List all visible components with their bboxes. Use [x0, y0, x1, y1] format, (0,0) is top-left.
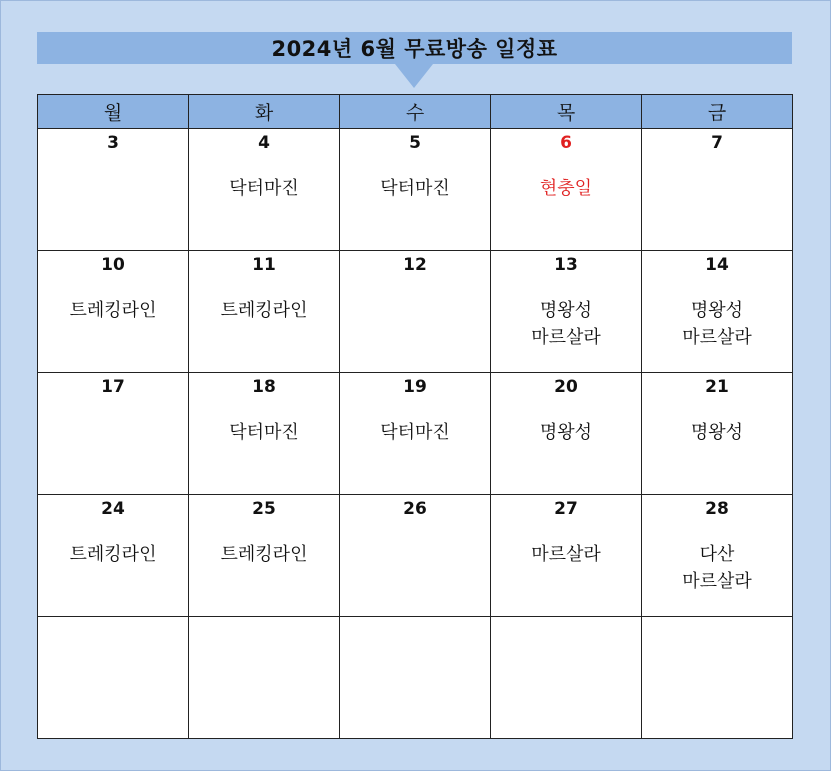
day-cell	[340, 129, 491, 251]
day-cell	[189, 617, 340, 739]
broadcast-event: 마르살라	[531, 327, 601, 348]
day-number: 28	[705, 499, 729, 519]
broadcast-event: 다산	[699, 544, 735, 565]
day-cell	[491, 617, 642, 739]
day-number: 27	[554, 499, 578, 519]
day-cell	[491, 373, 642, 495]
weekday-header: 수	[340, 95, 491, 129]
event-list	[189, 175, 339, 202]
day-cell	[491, 495, 642, 617]
day-cell	[642, 251, 793, 373]
day-cell	[340, 495, 491, 617]
event-list	[189, 541, 339, 568]
holiday-label: 현충일	[539, 178, 593, 199]
weekday-header: 목	[491, 95, 642, 129]
title-pointer-arrow-icon	[395, 64, 433, 88]
day-number: 3	[107, 133, 119, 153]
day-number: 21	[705, 377, 729, 397]
day-number: 26	[403, 499, 427, 519]
broadcast-event: 닥터마진	[380, 178, 450, 199]
day-cell	[340, 617, 491, 739]
day-cell	[491, 129, 642, 251]
broadcast-event: 마르살라	[682, 571, 752, 592]
day-number: 17	[101, 377, 125, 397]
day-number: 10	[101, 255, 125, 275]
day-number: 11	[252, 255, 276, 275]
event-list	[189, 419, 339, 446]
day-number: 19	[403, 377, 427, 397]
schedule-calendar	[37, 94, 793, 739]
calendar-body	[38, 129, 793, 739]
day-number: 20	[554, 377, 578, 397]
broadcast-event: 마르살라	[682, 327, 752, 348]
broadcast-event: 닥터마진	[229, 422, 299, 443]
event-list	[189, 297, 339, 324]
day-cell	[642, 373, 793, 495]
day-cell	[189, 373, 340, 495]
day-cell	[491, 251, 642, 373]
event-list	[340, 419, 490, 446]
day-number: 13	[554, 255, 578, 275]
broadcast-event: 트레킹라인	[220, 300, 308, 321]
event-list	[642, 541, 792, 595]
event-list	[642, 419, 792, 446]
day-number: 4	[258, 133, 270, 153]
day-cell	[38, 129, 189, 251]
day-cell	[189, 129, 340, 251]
event-list	[340, 175, 490, 202]
event-list	[491, 419, 641, 446]
title-banner	[37, 32, 792, 64]
week-row	[38, 495, 793, 617]
broadcast-event: 마르살라	[531, 544, 601, 565]
broadcast-event: 트레킹라인	[69, 300, 157, 321]
day-number: 7	[711, 133, 723, 153]
weekday-header: 화	[189, 95, 340, 129]
day-number: 25	[252, 499, 276, 519]
week-row	[38, 373, 793, 495]
day-number: 14	[705, 255, 729, 275]
day-cell	[340, 373, 491, 495]
event-list	[491, 297, 641, 351]
week-row	[38, 251, 793, 373]
day-number: 5	[409, 133, 421, 153]
day-cell	[38, 617, 189, 739]
day-number: 6	[560, 133, 572, 153]
day-cell	[38, 373, 189, 495]
day-cell	[340, 251, 491, 373]
broadcast-event: 트레킹라인	[220, 544, 308, 565]
event-list	[38, 541, 188, 568]
week-row	[38, 617, 793, 739]
broadcast-event: 닥터마진	[380, 422, 450, 443]
page-title: 2024년 6월 무료방송 일정표	[271, 37, 558, 61]
broadcast-event: 닥터마진	[229, 178, 299, 199]
event-list	[491, 541, 641, 568]
day-cell	[642, 495, 793, 617]
broadcast-event: 명왕성	[690, 422, 744, 443]
day-cell	[189, 251, 340, 373]
day-cell	[642, 129, 793, 251]
broadcast-event: 트레킹라인	[69, 544, 157, 565]
day-number: 12	[403, 255, 427, 275]
day-cell	[642, 617, 793, 739]
weekday-header-row	[38, 95, 793, 129]
week-row	[38, 129, 793, 251]
event-list	[38, 297, 188, 324]
weekday-header: 월	[38, 95, 189, 129]
event-list	[642, 297, 792, 351]
day-number: 18	[252, 377, 276, 397]
event-list	[491, 175, 641, 202]
weekday-header: 금	[642, 95, 793, 129]
broadcast-event: 명왕성	[690, 300, 744, 321]
broadcast-event: 명왕성	[539, 422, 593, 443]
day-cell	[38, 495, 189, 617]
day-number: 24	[101, 499, 125, 519]
day-cell	[38, 251, 189, 373]
day-cell	[189, 495, 340, 617]
broadcast-event: 명왕성	[539, 300, 593, 321]
